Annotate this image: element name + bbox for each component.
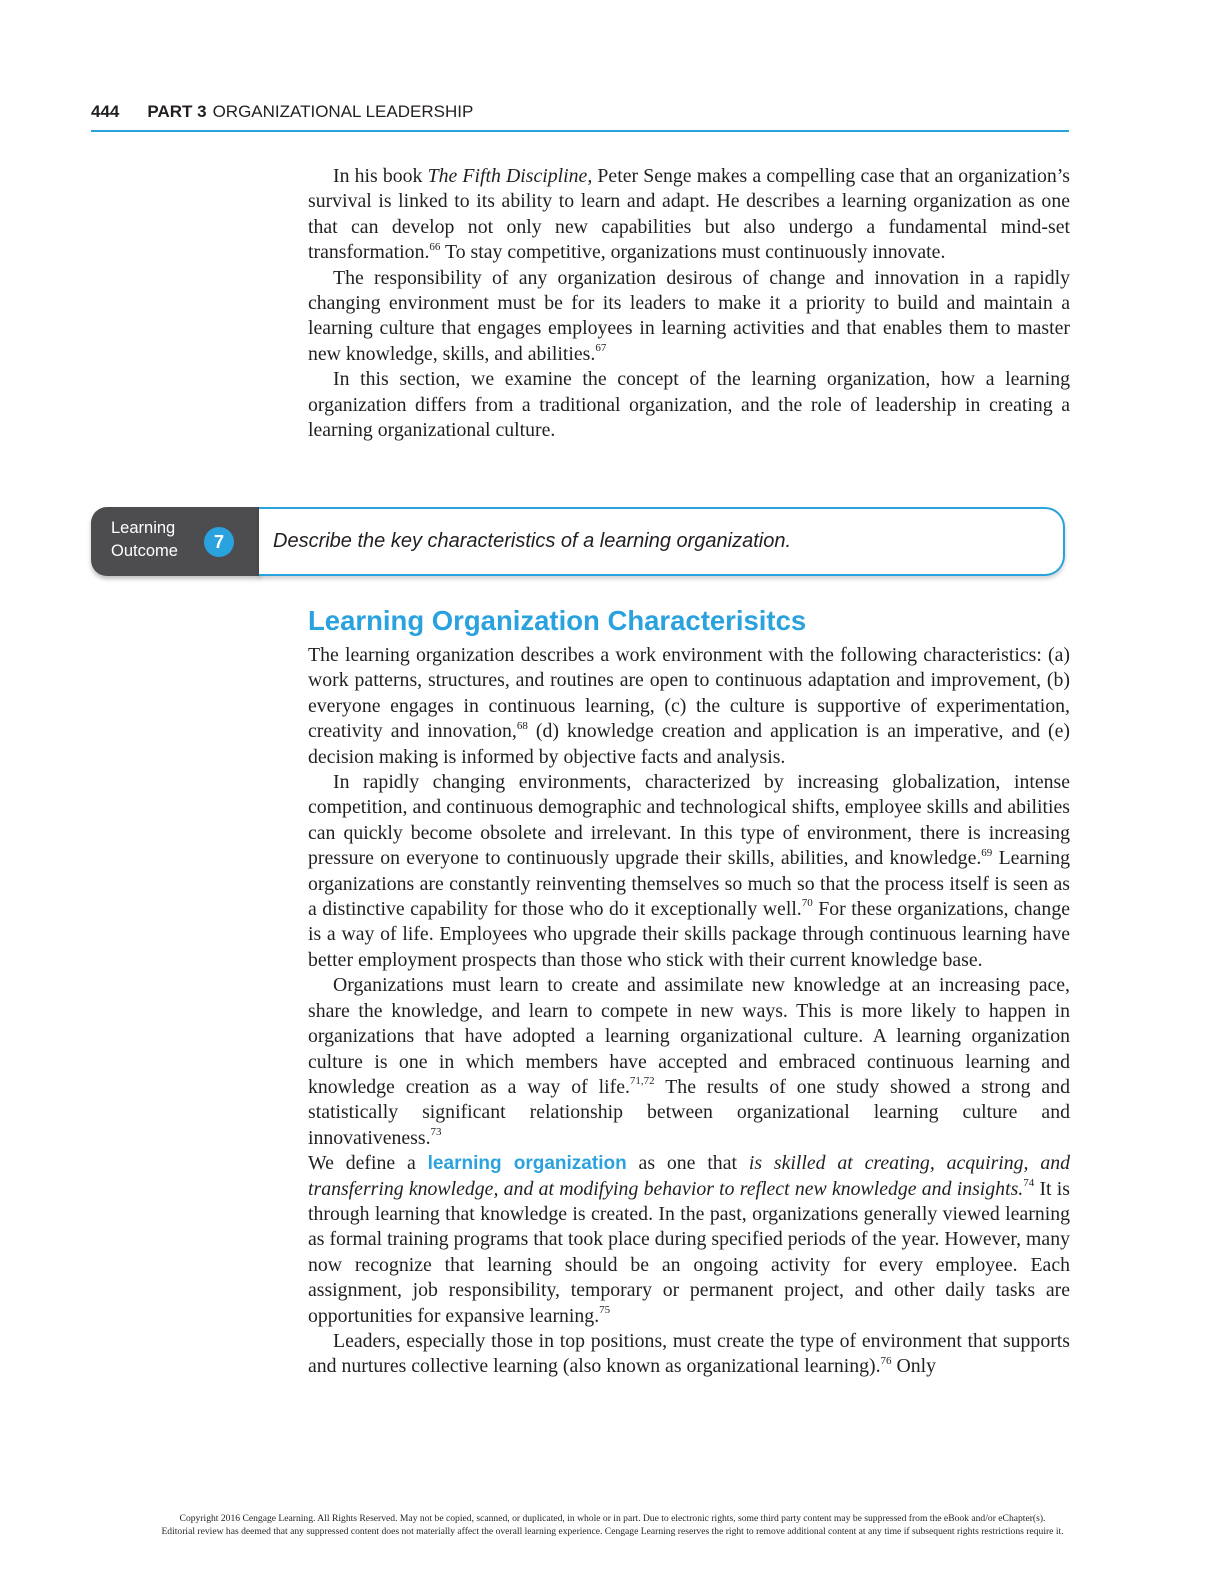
paragraph: In his book The Fifth Discipline, Peter Senge makes a compelling case that an organization’s survival is linked to its ability to learn and adapt. He describes a learning organization as one that can develop not only new capabilities but also undergo a fundamental mind-set transformation.$^{66}$ To stay competitive, organizations must continuously innovate. bbox=[308, 165, 1070, 264]
footnote-ref: 76 bbox=[880, 1354, 892, 1367]
learning-outcome-box bbox=[91, 507, 1069, 576]
key-term: learning organization bbox=[427, 1153, 627, 1175]
footnote-ref: 74 bbox=[1023, 1176, 1035, 1189]
footnote-ref: 71,72 bbox=[629, 1075, 655, 1088]
running-head bbox=[91, 100, 1069, 132]
learning-outcome-text: Describe the key characteristics of a learning organization. bbox=[273, 530, 792, 552]
paragraph: In this section, we examine the concept of the learning organization, how a learning organization differs from a traditional organization, and the role of leadership in creating a learning organizational culture. bbox=[308, 368, 1070, 442]
paragraph: We define a learning organization as one that is skilled at creating, acquiring, and transferring knowledge, and at modifying behavior to reflect new knowledge and insights.$^{74}$ It is through learning that knowledge is created. In the past, organizations generally viewed learning as formal training programs that took place during specified periods of the year. However, many now recognize that learning should be an ongoing activity for every employee. Each assignment, job responsibility, temporary or permanent project, and other daily tasks are opportunities for expansive learning.$^{75}$ bbox=[308, 1152, 1071, 1327]
book-title: The Fifth Discipline, bbox=[427, 165, 593, 187]
paragraph: In rapidly changing environments, characterized by increasing globalization, intense competition, and continuous demographic and technological shifts, employee skills and abilities can quickly become obsolete and irrelevant. In this type of environment, there is increasing pressure on everyone to continuously upgrade their skills, abilities, and knowledge.$^{69}$ Learning organizations are constantly reinventing themselves so much so that the process itself is seen as a distinctive capability for those who do it exceptionally well.$^{70}$ For these organizations, change is a way of life. Employees who upgrade their skills package through continuous learning have better employment prospects than those who stick with their current knowledge base. bbox=[308, 771, 1070, 971]
intro-text bbox=[308, 164, 1070, 443]
learning-outcome-label: Learning Outcome bbox=[111, 519, 178, 560]
paragraph: Leaders, especially those in top positions, must create the type of environment that supports and nurtures collective learning (also known as organizational learning).$^{76}$ Only bbox=[308, 1329, 1070, 1378]
definition-text: is skilled at creating, acquiring, and transferring knowledge, and at modifying behavior to reflect new knowledge and insights. bbox=[308, 1152, 1071, 1200]
footnote-ref: 70 bbox=[801, 897, 813, 910]
section-body bbox=[308, 643, 1070, 1380]
paragraph: Organizations must learn to create and assimilate new knowledge at an increasing pace, share the knowledge, and learn to compete in new ways. This is more likely to happen in organizations that have adopted a learning organizational culture. A learning organization culture is one in which members have accepted and embraced continuous learning and knowledge creation as a way of life.$^{71,72}$ The results of one study showed a strong and statistically significant relationship between organizational learning culture and innovativeness.$^{73}$ bbox=[308, 974, 1070, 1149]
section-heading: Learning Organization Characterisitcs bbox=[308, 605, 807, 636]
paragraph: The learning organization describes a work environment with the following characteristics: (a) work patterns, structures, and routines are open to continuous adaptation and improvement, (b) everyone engages in continuous learning, (c) the culture is supportive of experimentation, creativity and innovation,$^{68}$ (d) knowledge creation and application is an imperative, and (e) decision making is informed by objective facts and analysis. bbox=[308, 644, 1070, 768]
footnote-ref: 68 bbox=[516, 719, 528, 732]
part-label: PART 3 bbox=[147, 102, 207, 121]
page-number: 444 bbox=[91, 102, 120, 121]
footnote-ref: 66 bbox=[429, 240, 441, 253]
learning-outcome-number-badge: 7 bbox=[204, 527, 234, 557]
copyright-notice: Copyright 2016 Cengage Learning. All Rights Reserved. May not be copied, scanned, or duplicated, in whole or in part. Due to electronic rights, some third party content may be suppressed from the eBook and/or eChapter(s). Editorial review has deemed that any suppressed content does not materially affect the overall learning experience. Cengage Learning reserves the right to remove additional content at any time if subsequent rights restrictions require it. bbox=[161, 1513, 1064, 1537]
learning-outcome-panel bbox=[259, 507, 1065, 576]
footnote-ref: 75 bbox=[599, 1303, 611, 1316]
footnote-ref: 67 bbox=[595, 342, 607, 355]
footnote-ref: 69 bbox=[981, 846, 993, 859]
learning-outcome-tab bbox=[91, 507, 261, 576]
paragraph: The responsibility of any organization desirous of change and innovation in a rapidly changing environment must be for its leaders to make it a priority to build and maintain a learning culture that engages employees in learning activities and that enables them to master new knowledge, skills, and abilities.$^{67}$ bbox=[308, 266, 1070, 365]
footnote-ref: 73 bbox=[430, 1126, 442, 1139]
part-title: ORGANIZATIONAL LEADERSHIP bbox=[212, 102, 474, 121]
